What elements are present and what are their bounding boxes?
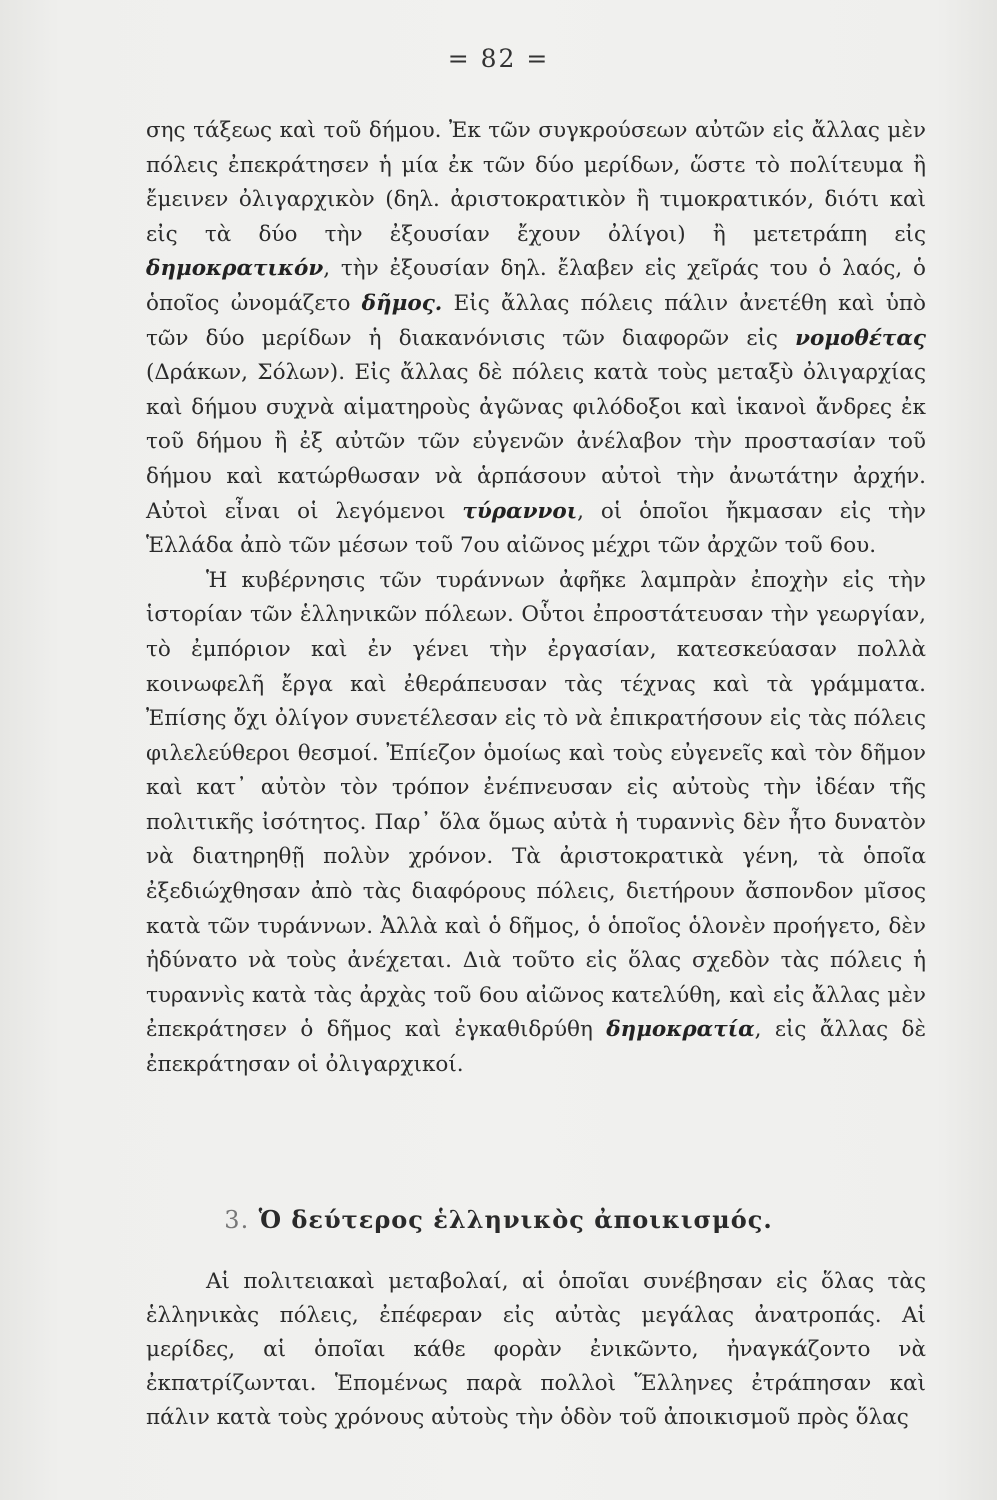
body-text [146, 114, 926, 1083]
text-segment: , τὴν ἐξουσίαν δηλ. ἔλαβεν εἰς χεῖράς του ὁ λαός, ὁ ὁποῖος ὠνομάζετο [146, 256, 926, 316]
page-number: = 82 = [447, 44, 550, 73]
text-segment: , εἰς ἄλλας δὲ ἐπεκράτησαν οἱ ὀλιγαρχικοί. [146, 1017, 926, 1078]
body-text-section-3 [146, 1265, 926, 1435]
emphasis-tyrants: τύραννοι [462, 498, 578, 524]
paragraph-3: Αἱ πολιτειακαὶ μεταβολαί, αἱ ὁποῖαι συνέβησαν εἰς ὅλας τὰς ἑλληνικὰς πόλεις, ἐπέφεραν εἰς αὐτὰς μεγάλας ἀνατροπάς. Αἱ μερίδες, αἱ ὁποῖαι κάθε φορὰν ἐνικῶντο, ἠναγκάζοντο νὰ ἐκπατρίζωνται. Ἑπομένως παρὰ πολλοὶ Ἕλληνες ἐτράπησαν καὶ πάλιν κατὰ τοὺς χρόνους αὐτοὺς τὴν ὁδὸν τοῦ ἀποικισμοῦ πρὸς ὅλας [146, 1269, 926, 1430]
paragraph-2 [146, 564, 926, 1083]
text-segment: Εἰς ἄλλας πόλεις πάλιν ἀνετέθη καὶ ὑπὸ τῶν δύο μερίδων ἡ διακανόνισις τῶν διαφορῶν εἰς [146, 290, 926, 351]
emphasis-lawgivers: νομοθέτας [795, 325, 926, 351]
emphasis-democracy: δημοκρατία [606, 1017, 755, 1043]
emphasis-democratic: δημοκρατικόν [146, 256, 324, 282]
text-segment: (Δράκων, Σόλων). Εἰς ἄλλας δὲ πόλεις κατὰ τοὺς μεταξὺ ὀλιγαρχίας καὶ δήμου συχνὰ αἱματηροὺς ἀγῶνας φιλόδοξοι καὶ ἱκανοὶ ἄνδρες ἐκ τοῦ δήμου ἢ ἐξ αὐτῶν τῶν εὐγενῶν ἀνέλαβον τὴν προστασίαν τοῦ δήμου καὶ κατώρθωσαν νὰ ἁρπάσουν αὐτοὶ τὴν ἀνωτάτην ἀρχήν. Αὐτοὶ εἶναι οἱ λεγόμενοι [146, 360, 926, 524]
paragraph-1 [146, 114, 926, 564]
text-segment: σης τάξεως καὶ τοῦ δήμου. Ἐκ τῶν συγκρούσεων αὐτῶν εἰς ἄλλας μὲν πόλεις ἐπεκράτησεν ἡ μία ἐκ τῶν δύο μερίδων, ὥστε τὸ πολίτευμα ἢ ἔμεινεν ὀλιγαρχικὸν (δηλ. ἀριστοκρατικὸν ἢ τιμοκρατικόν, διότι καὶ εἰς τὰ δύο τὴν ἐξουσίαν ἔχουν ὀλίγοι) ἢ μετετράπη εἰς [146, 118, 926, 247]
section-number: 3. [224, 1206, 250, 1234]
emphasis-demos: δῆμος. [361, 290, 443, 316]
section-heading [0, 1205, 997, 1234]
text-segment: Ἡ κυβέρνησις τῶν τυράννων ἀφῆκε λαμπρὰν ἐποχὴν εἰς τὴν ἱστορίαν τῶν ἑλληνικῶν πόλεων. Οὗτοι ἐπροστάτευσαν τὴν γεωργίαν, τὸ ἐμπόριον καὶ ἐν γένει τὴν ἐργασίαν, κατεσκεύασαν πολλὰ κοινωφελῆ ἔργα καὶ ἐθεράπευσαν τὰς τέχνας καὶ τὰ γράμματα. Ἐπίσης ὄχι ὀλίγον συνετέλεσαν εἰς τὸ νὰ ἐπικρατήσουν εἰς τὰς πόλεις φιλελεύθεροι θεσμοί. Ἐπίεζον ὁμοίως καὶ τοὺς εὐγενεῖς καὶ τὸν δῆμον καὶ κατ᾽ αὐτὸν τὸν τρόπον ἐνέπνευσαν εἰς αὐτοὺς τὴν ἰδέαν τῆς πολιτικῆς ἰσότητος. Παρ᾽ ὅλα ὅμως αὐτὰ ἡ τυραννὶς δὲν ἦτο δυνατὸν νὰ διατηρηθῇ πολὺν χρόνον. Τὰ ἀριστοκρατικὰ γένη, τὰ ὁποῖα ἐξεδιώχθησαν ἀπὸ τὰς διαφόρους πόλεις, διετήρουν ἄσπονδον μῖσος κατὰ τῶν τυράννων. Ἀλλὰ καὶ ὁ δῆμος, ὁ ὁποῖος ὁλονὲν προήγετο, δὲν ἠδύνατο νὰ τοὺς ἀνέχεται. Διὰ τοῦτο εἰς ὅλας σχεδὸν τὰς πόλεις ἡ τυραννὶς κατὰ τὰς ἀρχὰς τοῦ 6ου αἰῶνος κατελύθη, καὶ εἰς ἄλλας μὲν ἐπεκράτησεν ὁ δῆμος καὶ ἐγκαθιδρύθη [146, 567, 926, 1043]
text-segment: , οἱ ὁποῖοι ἤκμασαν εἰς τὴν Ἑλλάδα ἀπὸ τῶν μέσων τοῦ 7ου αἰῶνος μέχρι τῶν ἀρχῶν τοῦ 6ου. [146, 498, 926, 559]
section-title: Ὁ δεύτερος ἑλληνικὸς ἀποικισμός. [258, 1205, 773, 1234]
